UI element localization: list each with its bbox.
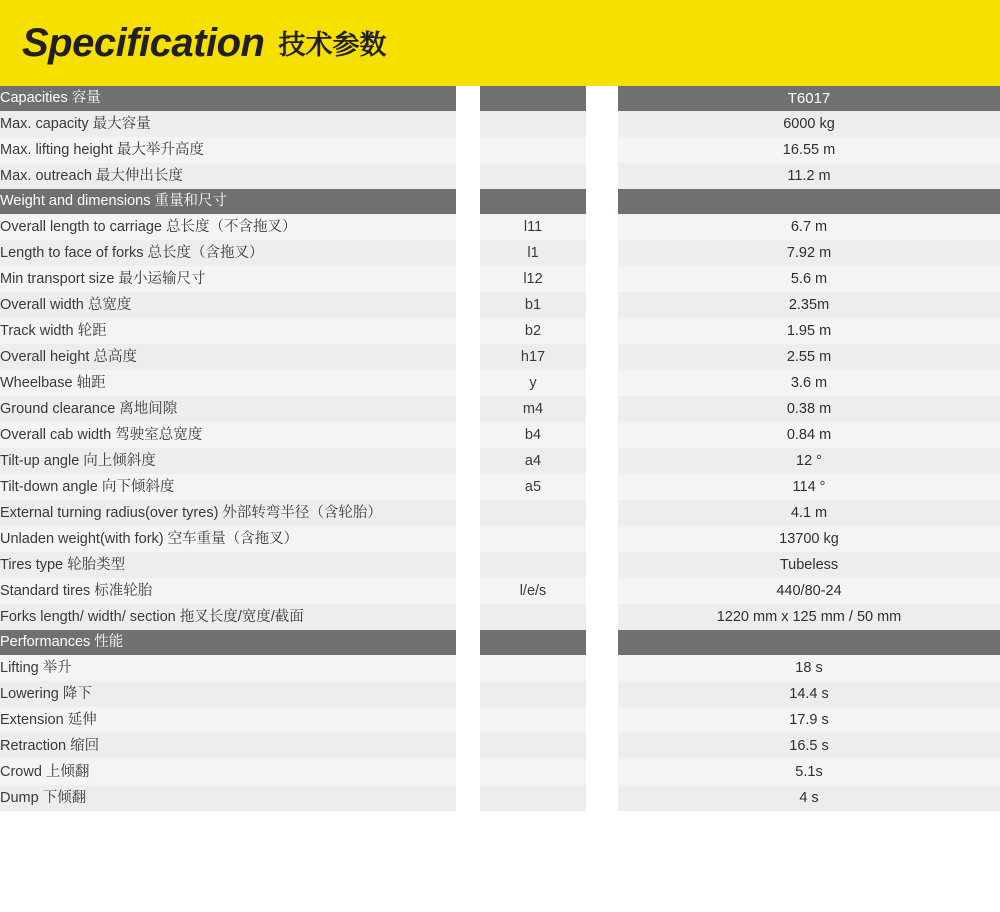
spec-value: 0.38 m bbox=[618, 396, 1000, 422]
column-gap bbox=[586, 396, 618, 422]
column-gap bbox=[456, 733, 480, 759]
column-gap bbox=[456, 500, 480, 526]
column-gap bbox=[456, 344, 480, 370]
table-row bbox=[0, 266, 1000, 292]
table-row bbox=[0, 292, 1000, 318]
column-gap bbox=[456, 604, 480, 630]
section-header-row bbox=[0, 189, 1000, 214]
table-row bbox=[0, 655, 1000, 681]
spec-label: Crowd 上倾翻 bbox=[0, 759, 456, 785]
column-gap bbox=[586, 604, 618, 630]
spec-label: Min transport size 最小运输尺寸 bbox=[0, 266, 456, 292]
column-gap bbox=[586, 266, 618, 292]
column-gap bbox=[456, 681, 480, 707]
column-gap bbox=[456, 448, 480, 474]
spec-value: 16.55 m bbox=[618, 137, 1000, 163]
spec-label: Standard tires 标准轮胎 bbox=[0, 578, 456, 604]
column-gap bbox=[456, 189, 480, 214]
spec-value: 3.6 m bbox=[618, 370, 1000, 396]
column-gap bbox=[456, 163, 480, 189]
section-header-value bbox=[618, 630, 1000, 655]
spec-symbol bbox=[480, 552, 586, 578]
column-gap bbox=[586, 214, 618, 240]
column-gap bbox=[456, 292, 480, 318]
spec-value: 4 s bbox=[618, 785, 1000, 811]
table-row bbox=[0, 344, 1000, 370]
spec-value: 6.7 m bbox=[618, 214, 1000, 240]
column-gap bbox=[456, 759, 480, 785]
column-gap bbox=[456, 474, 480, 500]
column-gap bbox=[586, 86, 618, 111]
section-header-label: Performances 性能 bbox=[0, 630, 456, 655]
table-row bbox=[0, 396, 1000, 422]
spec-value: 440/80-24 bbox=[618, 578, 1000, 604]
column-gap bbox=[586, 370, 618, 396]
column-gap bbox=[586, 630, 618, 655]
column-gap bbox=[586, 681, 618, 707]
section-header-row bbox=[0, 630, 1000, 655]
spec-symbol bbox=[480, 500, 586, 526]
section-header-label: Capacities 容量 bbox=[0, 86, 456, 111]
spec-label: External turning radius(over tyres) 外部转弯半径（含轮胎） bbox=[0, 500, 456, 526]
specification-header-banner bbox=[0, 0, 1000, 86]
table-row bbox=[0, 163, 1000, 189]
spec-label: Tilt-down angle 向下倾斜度 bbox=[0, 474, 456, 500]
column-gap bbox=[586, 707, 618, 733]
spec-value: 12 ° bbox=[618, 448, 1000, 474]
column-gap bbox=[586, 655, 618, 681]
column-gap bbox=[586, 137, 618, 163]
table-row bbox=[0, 526, 1000, 552]
spec-symbol: m4 bbox=[480, 396, 586, 422]
spec-symbol: b2 bbox=[480, 318, 586, 344]
spec-value: 2.35m bbox=[618, 292, 1000, 318]
spec-value: 2.55 m bbox=[618, 344, 1000, 370]
spec-value: 5.1s bbox=[618, 759, 1000, 785]
column-gap bbox=[586, 526, 618, 552]
spec-symbol: a5 bbox=[480, 474, 586, 500]
spec-value: 0.84 m bbox=[618, 422, 1000, 448]
table-row bbox=[0, 111, 1000, 137]
spec-value: 1.95 m bbox=[618, 318, 1000, 344]
column-gap bbox=[456, 655, 480, 681]
spec-value: 11.2 m bbox=[618, 163, 1000, 189]
table-row bbox=[0, 733, 1000, 759]
spec-value: 17.9 s bbox=[618, 707, 1000, 733]
table-row bbox=[0, 578, 1000, 604]
spec-value: 7.92 m bbox=[618, 240, 1000, 266]
column-gap bbox=[456, 370, 480, 396]
spec-symbol bbox=[480, 163, 586, 189]
spec-label: Unladen weight(with fork) 空车重量（含拖叉） bbox=[0, 526, 456, 552]
column-gap bbox=[586, 422, 618, 448]
spec-value: 114 ° bbox=[618, 474, 1000, 500]
spec-symbol bbox=[480, 137, 586, 163]
page-title-english: Specification bbox=[22, 21, 265, 65]
table-row bbox=[0, 370, 1000, 396]
spec-value: Tubeless bbox=[618, 552, 1000, 578]
table-row bbox=[0, 422, 1000, 448]
spec-symbol bbox=[480, 707, 586, 733]
table-row bbox=[0, 759, 1000, 785]
spec-label: Retraction 缩回 bbox=[0, 733, 456, 759]
spec-value: 4.1 m bbox=[618, 500, 1000, 526]
column-gap bbox=[456, 552, 480, 578]
spec-value: 14.4 s bbox=[618, 681, 1000, 707]
spec-symbol: a4 bbox=[480, 448, 586, 474]
spec-symbol bbox=[480, 655, 586, 681]
section-header-symbol bbox=[480, 630, 586, 655]
column-gap bbox=[586, 292, 618, 318]
column-gap bbox=[586, 785, 618, 811]
table-row bbox=[0, 318, 1000, 344]
spec-symbol: l11 bbox=[480, 214, 586, 240]
column-gap bbox=[586, 163, 618, 189]
column-gap bbox=[586, 552, 618, 578]
page-title-chinese: 技术参数 bbox=[278, 29, 387, 60]
spec-symbol bbox=[480, 604, 586, 630]
column-gap bbox=[586, 500, 618, 526]
spec-label: Lowering 降下 bbox=[0, 681, 456, 707]
specification-table bbox=[0, 86, 1000, 811]
spec-label: Max. capacity 最大容量 bbox=[0, 111, 456, 137]
spec-value: 6000 kg bbox=[618, 111, 1000, 137]
spec-symbol: b4 bbox=[480, 422, 586, 448]
column-gap bbox=[456, 318, 480, 344]
spec-value: 1220 mm x 125 mm / 50 mm bbox=[618, 604, 1000, 630]
column-gap bbox=[456, 240, 480, 266]
section-header-value: T6017 bbox=[618, 86, 1000, 111]
column-gap bbox=[456, 707, 480, 733]
spec-symbol: l1 bbox=[480, 240, 586, 266]
spec-symbol bbox=[480, 733, 586, 759]
spec-label: Overall length to carriage 总长度（不含拖叉） bbox=[0, 214, 456, 240]
spec-label: Max. outreach 最大伸出长度 bbox=[0, 163, 456, 189]
spec-symbol: y bbox=[480, 370, 586, 396]
table-row bbox=[0, 604, 1000, 630]
spec-value: 16.5 s bbox=[618, 733, 1000, 759]
spec-symbol bbox=[480, 111, 586, 137]
table-row bbox=[0, 214, 1000, 240]
spec-value: 5.6 m bbox=[618, 266, 1000, 292]
section-header-symbol bbox=[480, 86, 586, 111]
spec-label: Dump 下倾翻 bbox=[0, 785, 456, 811]
spec-label: Overall width 总宽度 bbox=[0, 292, 456, 318]
table-row bbox=[0, 552, 1000, 578]
column-gap bbox=[456, 422, 480, 448]
table-row bbox=[0, 474, 1000, 500]
column-gap bbox=[456, 526, 480, 552]
spec-label: Tires type 轮胎类型 bbox=[0, 552, 456, 578]
column-gap bbox=[456, 111, 480, 137]
column-gap bbox=[586, 189, 618, 214]
table-row bbox=[0, 137, 1000, 163]
column-gap bbox=[586, 318, 618, 344]
section-header-symbol bbox=[480, 189, 586, 214]
column-gap bbox=[456, 578, 480, 604]
spec-label: Forks length/ width/ section 拖叉长度/宽度/截面 bbox=[0, 604, 456, 630]
column-gap bbox=[586, 240, 618, 266]
column-gap bbox=[456, 266, 480, 292]
spec-value: 13700 kg bbox=[618, 526, 1000, 552]
table-row bbox=[0, 448, 1000, 474]
spec-label: Overall cab width 驾驶室总宽度 bbox=[0, 422, 456, 448]
column-gap bbox=[456, 214, 480, 240]
table-row bbox=[0, 681, 1000, 707]
spec-symbol bbox=[480, 681, 586, 707]
spec-symbol bbox=[480, 526, 586, 552]
spec-symbol: h17 bbox=[480, 344, 586, 370]
spec-symbol bbox=[480, 759, 586, 785]
spec-label: Length to face of forks 总长度（含拖叉） bbox=[0, 240, 456, 266]
spec-label: Max. lifting height 最大举升高度 bbox=[0, 137, 456, 163]
section-header-value bbox=[618, 189, 1000, 214]
column-gap bbox=[586, 474, 618, 500]
spec-label: Extension 延伸 bbox=[0, 707, 456, 733]
spec-label: Track width 轮距 bbox=[0, 318, 456, 344]
column-gap bbox=[586, 578, 618, 604]
spec-symbol: b1 bbox=[480, 292, 586, 318]
spec-symbol: l12 bbox=[480, 266, 586, 292]
spec-value: 18 s bbox=[618, 655, 1000, 681]
column-gap bbox=[456, 137, 480, 163]
column-gap bbox=[456, 396, 480, 422]
column-gap bbox=[586, 111, 618, 137]
table-row bbox=[0, 500, 1000, 526]
section-header-row bbox=[0, 86, 1000, 111]
column-gap bbox=[586, 759, 618, 785]
spec-symbol: l/e/s bbox=[480, 578, 586, 604]
table-row bbox=[0, 707, 1000, 733]
table-row bbox=[0, 240, 1000, 266]
spec-label: Ground clearance 离地间隙 bbox=[0, 396, 456, 422]
column-gap bbox=[456, 785, 480, 811]
column-gap bbox=[586, 344, 618, 370]
column-gap bbox=[586, 733, 618, 759]
spec-label: Lifting 举升 bbox=[0, 655, 456, 681]
column-gap bbox=[456, 630, 480, 655]
column-gap bbox=[456, 86, 480, 111]
column-gap bbox=[586, 448, 618, 474]
table-row bbox=[0, 785, 1000, 811]
spec-label: Overall height 总高度 bbox=[0, 344, 456, 370]
spec-label: Tilt-up angle 向上倾斜度 bbox=[0, 448, 456, 474]
spec-symbol bbox=[480, 785, 586, 811]
section-header-label: Weight and dimensions 重量和尺寸 bbox=[0, 189, 456, 214]
spec-label: Wheelbase 轴距 bbox=[0, 370, 456, 396]
